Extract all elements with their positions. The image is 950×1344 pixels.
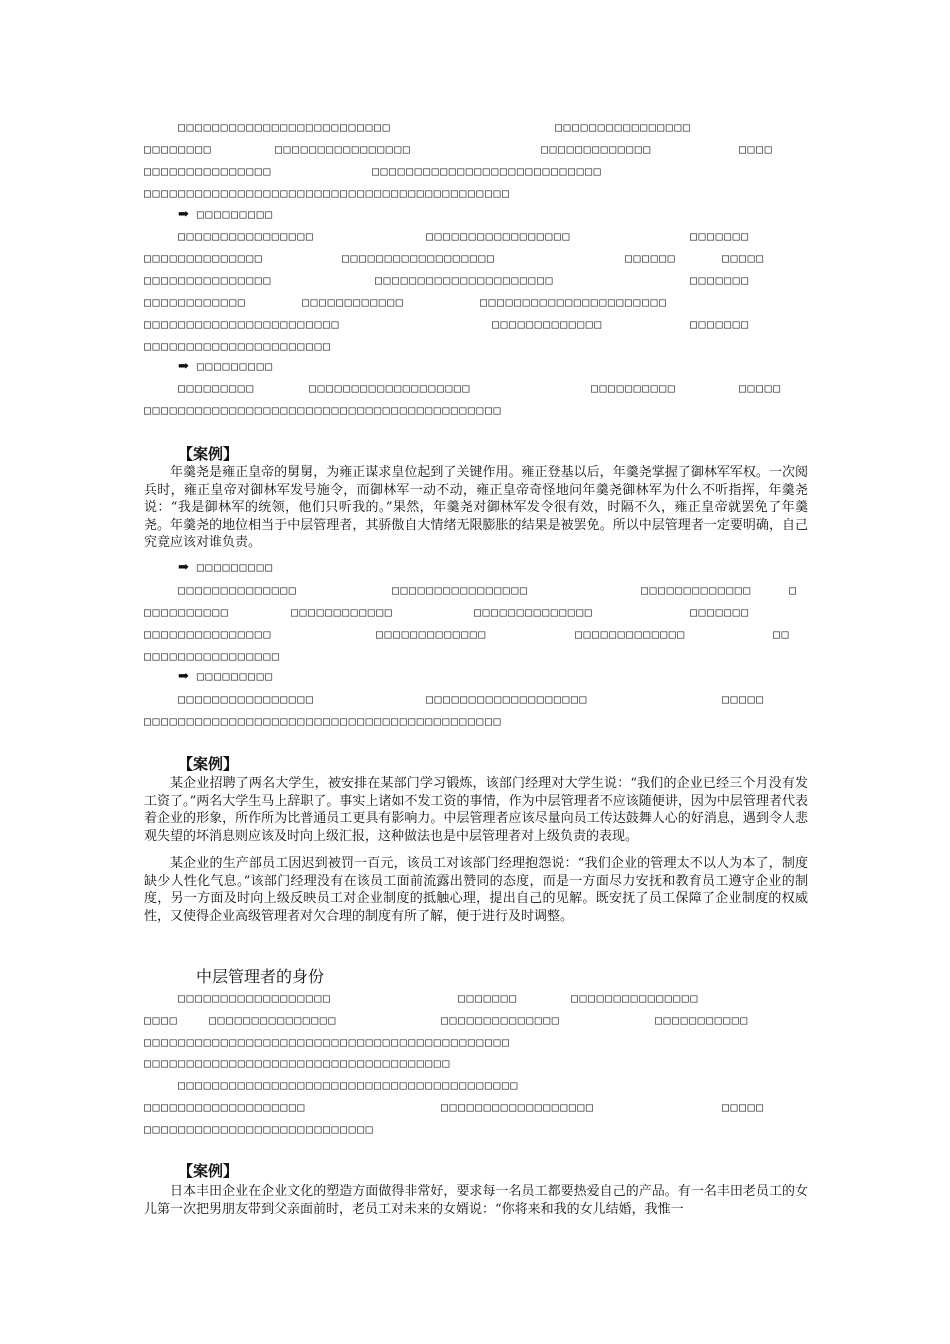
bullet-item xyxy=(178,204,274,225)
garbled-text: □□□□□□□ xyxy=(458,991,518,1005)
garbled-text: □□□□□□□□□□□□□□□□□□□□□□□□□□□ xyxy=(144,1122,375,1136)
case-paragraph: 日本丰田企业在企业文化的塑造方面做得非常好，要求每一名员工都要热爱自己的产品。有一名丰田老员工的女儿第一次把男朋友带到父亲面前时，老员工对未来的女婿说：“你将来和我的女儿结婚，我惟一 xyxy=(144,1184,808,1217)
garbled-text: □□□□□□□□□□□□□ xyxy=(492,317,603,331)
garbled-text: □□□□□□□□□□□□□□□□□□□□□□□□□□□□□□□□□□□□□□□□□□□ xyxy=(144,186,511,200)
garbled-text: □□□□□□□□□□□□□□ xyxy=(441,1013,561,1027)
garbled-text: □□□□□□□□□□□□□□□□□ xyxy=(426,229,571,243)
garbled-text: □□□□□□□□□□ xyxy=(144,605,230,619)
garbled-text: □□□□□□□□□□□□□□□ xyxy=(209,1013,337,1027)
garbled-text: □□□□□□□□□□□□□ xyxy=(575,627,686,641)
garbled-text: □□□□□□□□□□□□□□□ xyxy=(144,273,272,287)
arrow-right-icon: ➡ xyxy=(178,207,189,222)
garbled-text: □□□□□□□□□□□□□□□□□□□□□□□□□□□ xyxy=(372,164,603,178)
garbled-text: □□□□□ xyxy=(722,1100,765,1114)
garbled-text: □□□□□□□□□□□□□□□□□□□ xyxy=(309,381,471,395)
bullet-text: □□□□□□□□□ xyxy=(196,207,274,221)
garbled-text: □□□□ xyxy=(739,142,774,156)
garbled-text: □□□□□□□ xyxy=(690,229,750,243)
garbled-text: □□□□□□□□□ xyxy=(178,381,255,395)
garbled-text: □□□□□ xyxy=(739,381,782,395)
garbled-text: □□□□□□□□□□□□□□□□□□□□□□ xyxy=(144,339,332,353)
garbled-text: □□□□□□□□□□□□□□□□□□□ xyxy=(144,1100,306,1114)
bullet-text: □□□□□□□□□ xyxy=(196,359,274,373)
garbled-text: □□□□□□□ xyxy=(690,605,750,619)
garbled-text: □□□□□□ xyxy=(625,251,677,265)
garbled-text: □□□□□□□□□□□□□□□□□□□□□□□□□□□□□□□□□□□□□□□□□□ xyxy=(144,403,502,417)
garbled-text: □□□□□□□□□□□ xyxy=(655,1013,749,1027)
garbled-text: □□□□□□□□□□□□□□□□ xyxy=(555,120,692,134)
bullet-item xyxy=(178,557,274,578)
garbled-text: □□□□□□□□□□□□□□□ xyxy=(144,164,272,178)
garbled-text: □□□□□□□□□□□□□□□ xyxy=(144,627,272,641)
garbled-text: □□□□□□□□□□□□ xyxy=(302,295,405,309)
garbled-text: □□□□□□□□□□□□□□□□□□□□□□□□□ xyxy=(178,120,392,134)
case-paragraph: 年羹尧是雍正皇帝的舅舅，为雍正谋求皇位起到了关键作用。雍正登基以后，年羹尧掌握了御林军军权。一次阅兵时，雍正皇帝对御林军发号施令，而御林军一动不动，雍正皇帝奇怪地问年羹尧御林军为什么不听指挥，年羹尧说：“我是御林军的统领，他们只听我的。”果然，年羹尧对御林军发令很有效，时隔不久，雍正皇帝就罢免了年羹尧。年羹尧的地位相当于中层管理者，其骄傲自大情绪无限膨胀的结果是被罢免。所以中层管理者一定要明确，自己究竟应该对谁负责。 xyxy=(144,465,808,550)
case-paragraph: 某企业招聘了两名大学生，被安排在某部门学习锻炼，该部门经理对大学生说：“我们的企业已经三个月没有发工资了。”两名大学生马上辞职了。事实上诸如不发工资的事情，作为中层管理者不应该随便讲，因为中层管理者代表着企业的形象，所作所为比普通员工更具有影响力。中层管理者应该尽量向员工传达鼓舞人心的好消息，遇到令人悲观失望的坏消息则应该及时向上级汇报，这种做法也是中层管理者对上级负责的表现。 xyxy=(144,776,808,844)
garbled-text: □□□□□□□□□□□□□□□□□□□□□□□□□□□□□□□□□□□□□□□□□□□ xyxy=(144,1035,511,1049)
garbled-text: □□□□□□□□□□□□□□ xyxy=(178,583,298,597)
case-heading: 【案例】 xyxy=(178,1162,239,1180)
garbled-text: □□□□□□□□□□□□□□□□ xyxy=(144,649,281,663)
case-heading: 【案例】 xyxy=(178,445,239,463)
garbled-text: □□□□□□□□□□□□□□□□□□□□□□□□□□□□□□□□□□□□ xyxy=(144,1056,451,1070)
bullet-item xyxy=(178,356,274,377)
garbled-text: □□□□□□□□□□□□□□□□□□□□□□□□□□□□□□□□□□□□□□□□ xyxy=(178,1078,519,1092)
garbled-text: □□□□□□□□□□□□□□□□□□ xyxy=(178,991,332,1005)
garbled-text: □□□□□□□□□□□□□□□ xyxy=(571,991,699,1005)
arrow-right-icon: ➡ xyxy=(178,359,189,374)
garbled-text: □□□□□□□□□□□□□□□□ xyxy=(392,583,529,597)
garbled-text: □□□□□□□□□□□□ xyxy=(291,605,394,619)
garbled-text: □□□□□□□□□□□□□ xyxy=(376,627,487,641)
bullet-text: □□□□□□□□□ xyxy=(196,669,274,683)
garbled-text: □ xyxy=(789,583,798,597)
section-title: 中层管理者的身份 xyxy=(196,967,325,986)
garbled-text: □□□□□□□□□□□□□□ xyxy=(144,251,264,265)
bullet-item xyxy=(178,666,274,687)
garbled-text: □□□□□□□□□□□□□□□□ xyxy=(178,692,315,706)
case-paragraph: 某企业的生产部员工因迟到被罚一百元，该员工对该部门经理抱怨说：“我们企业的管理太不以人为本了，制度缺少人性化气息。”该部门经理没有在该员工面前流露出赞同的态度，而是一方面尽力安抚和教育员工遵守企业的制度，另一方面及时向上级反映员工对企业制度的抵触心理，提出自己的见解。既安抚了员工保障了企业制度的权威性，又使得企业高级管理者对欠合理的制度有所了解，便于进行及时调整。 xyxy=(144,856,808,924)
garbled-text: □□□□□□□ xyxy=(690,317,750,331)
garbled-text: □□□□□□□□ xyxy=(144,142,213,156)
garbled-text: □□□□□□□□□□□□□□□□□□ xyxy=(441,1100,595,1114)
garbled-text: □□□□□□□□□□□□□□□□□□□□□□□ xyxy=(144,317,341,331)
garbled-text: □□□□□□□□□□□□□□□□□□ xyxy=(342,251,496,265)
garbled-text: □□□□□□□□□□□□□ xyxy=(641,583,752,597)
garbled-text: □□□□□□□□□□□□□□□□ xyxy=(178,229,315,243)
garbled-text: □□□□□□□□□□□□□□□□□□□□□ xyxy=(375,273,554,287)
arrow-right-icon: ➡ xyxy=(178,669,189,684)
garbled-text: □□□□□□□□□□□□□□□□□□□□□□□□□□□□□□□□□□□□□□□□□□ xyxy=(144,714,502,728)
garbled-text: □□□□□□□□□□□□□□□□□□□□□□ xyxy=(480,295,668,309)
garbled-text: □□□□□ xyxy=(722,251,765,265)
case-heading: 【案例】 xyxy=(178,755,239,773)
bullet-text: □□□□□□□□□ xyxy=(196,560,274,574)
garbled-text: □□□□ xyxy=(144,1013,179,1027)
garbled-text: □□□□□□□□□□□□□□ xyxy=(474,605,594,619)
arrow-right-icon: ➡ xyxy=(178,560,189,575)
garbled-text: □□□□□ xyxy=(722,692,765,706)
garbled-text: □□□□□□□□□□ xyxy=(591,381,677,395)
garbled-text: □□ xyxy=(773,627,791,641)
garbled-text: □□□□□□□ xyxy=(690,273,750,287)
garbled-text: □□□□□□□□□□□□□□□□□□□ xyxy=(426,692,588,706)
garbled-text: □□□□□□□□□□□□□□□□ xyxy=(275,142,412,156)
garbled-text: □□□□□□□□□□□□ xyxy=(144,295,247,309)
garbled-text: □□□□□□□□□□□□□ xyxy=(541,142,652,156)
